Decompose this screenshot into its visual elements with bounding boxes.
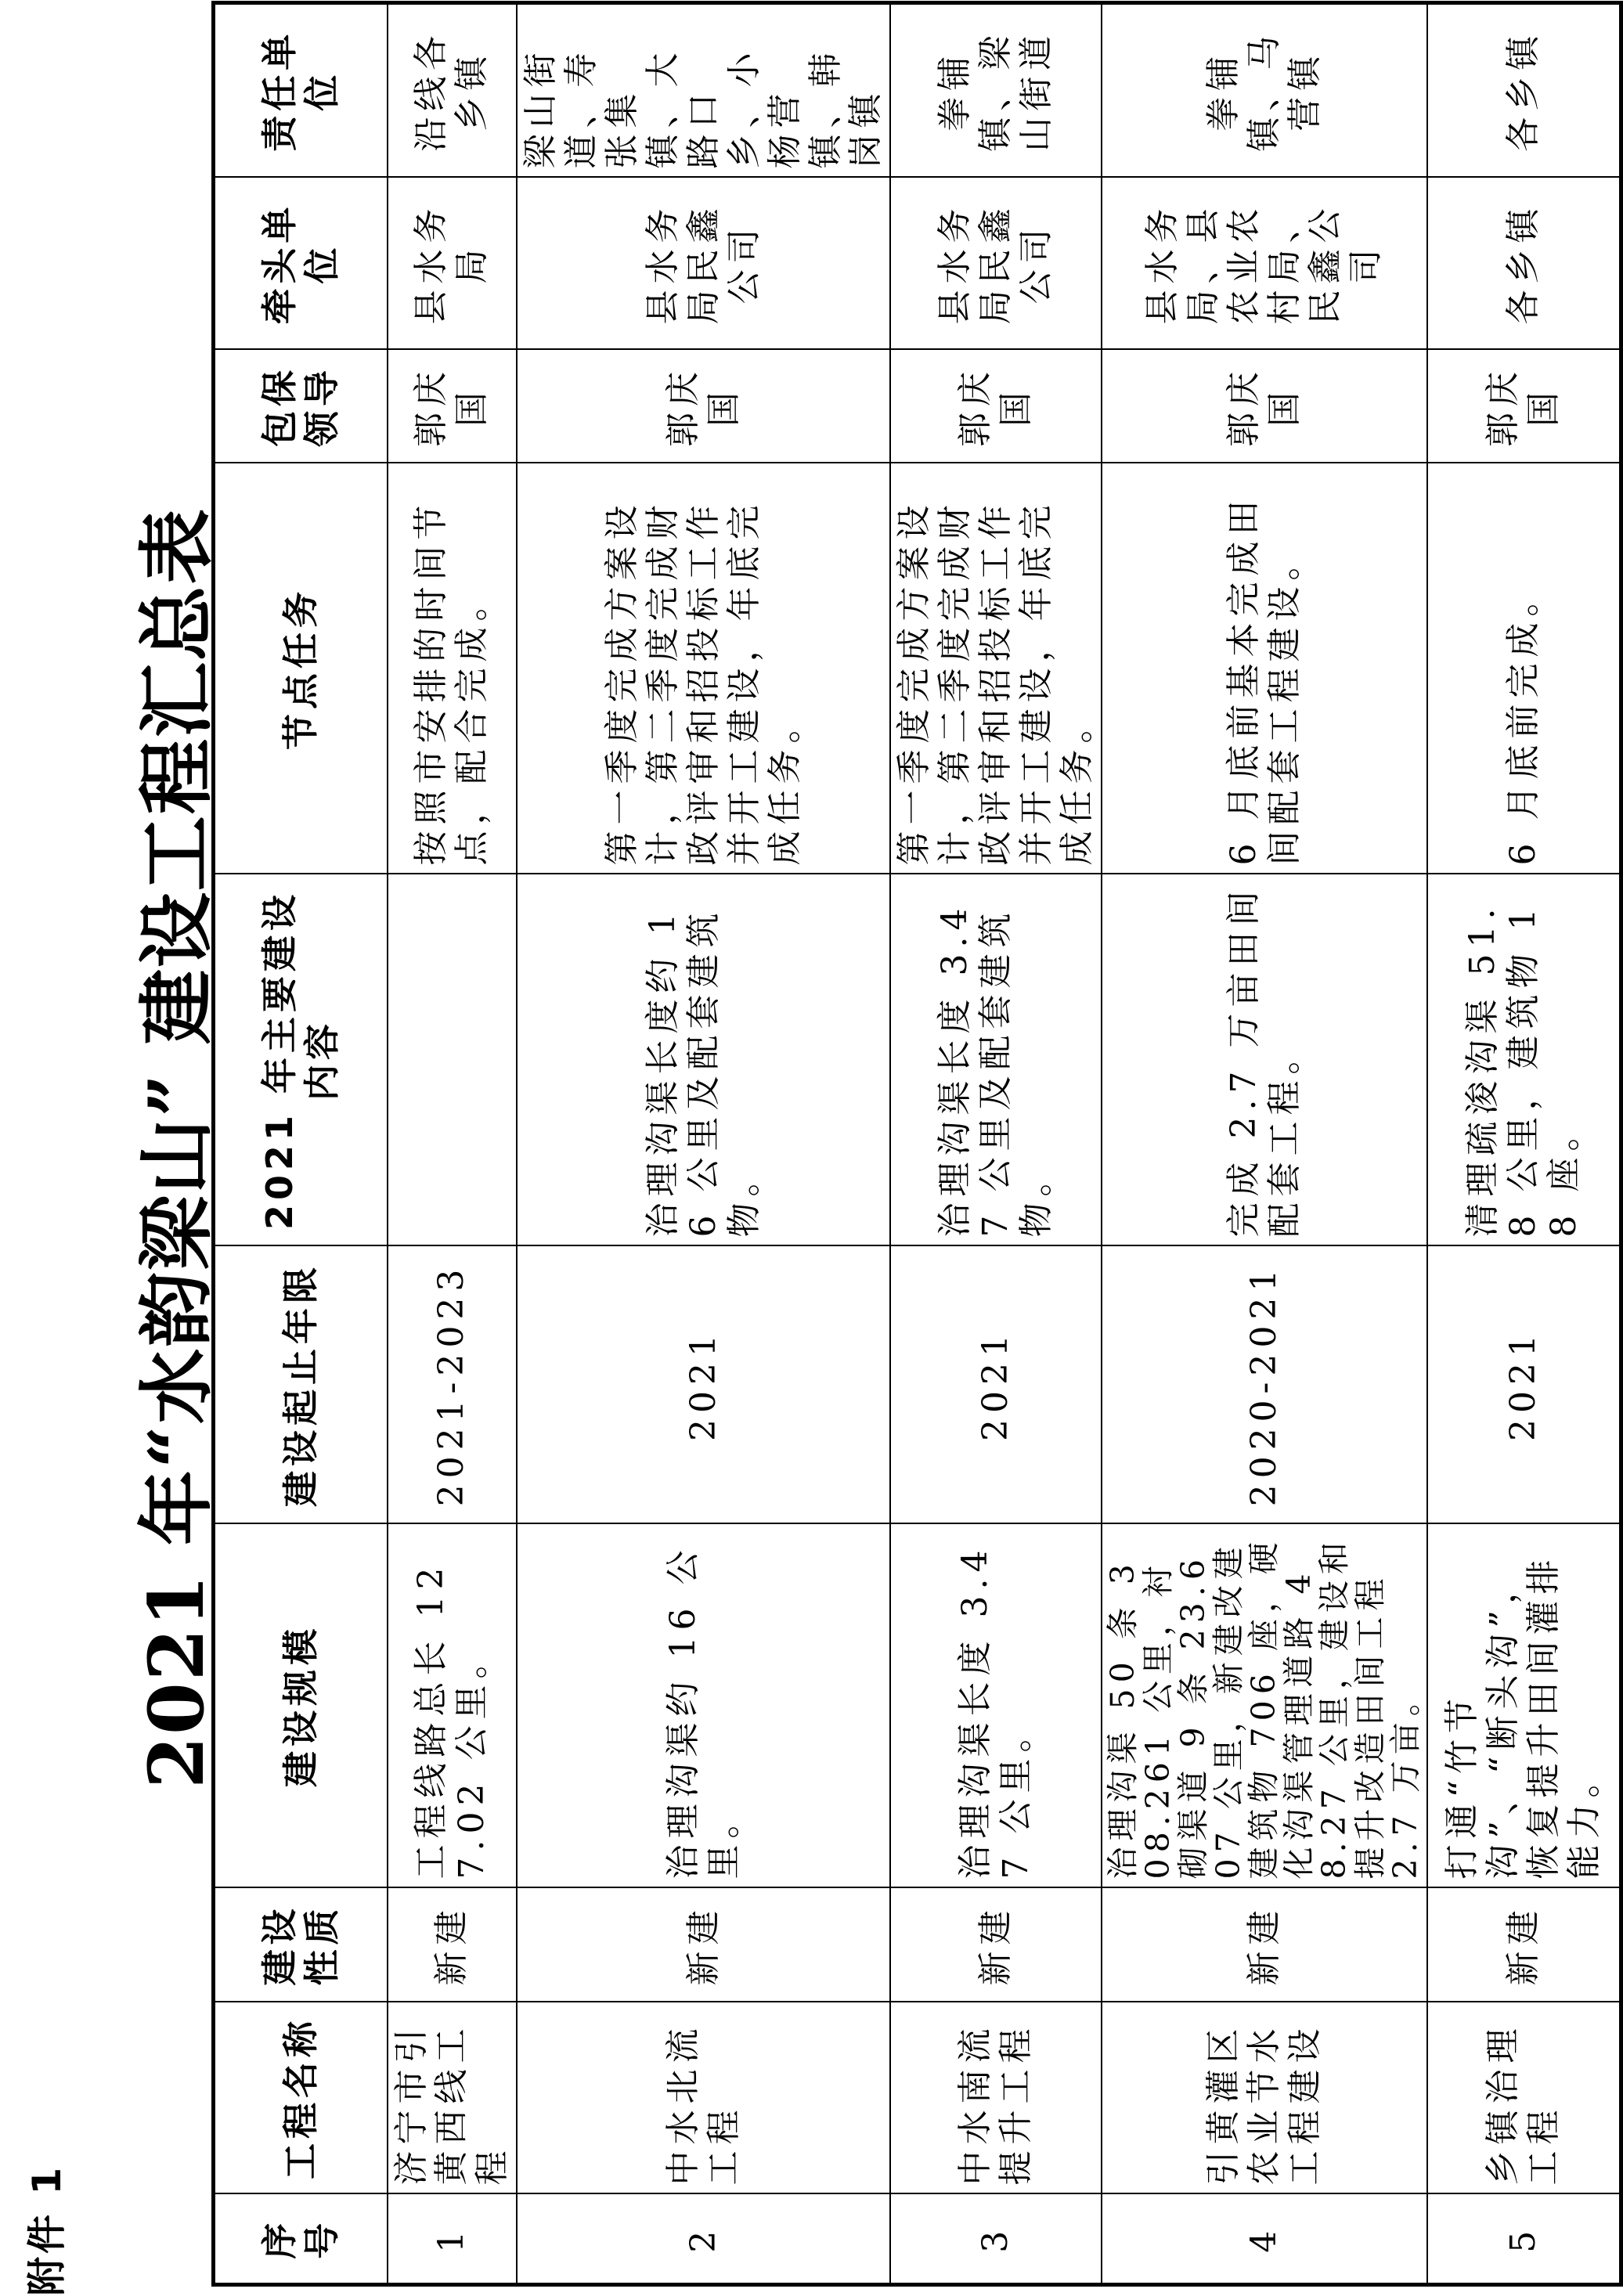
cell-task: 6 月底前基本完成田间配套工程建设。 [1102, 463, 1427, 874]
cell-scale: 打通“竹节沟”、“断头沟”，恢复提升田间灌排能力。 [1427, 1524, 1621, 1888]
header-no: 序号 [214, 2194, 388, 2285]
cell-leader: 郭庆国 [890, 350, 1102, 463]
header-lead-unit: 牵头单位 [214, 178, 388, 350]
cell-no: 4 [1102, 2194, 1427, 2285]
cell-resp-unit: 沿线各乡镇 [388, 3, 518, 178]
cell-nature: 新建 [1102, 1888, 1427, 2002]
table-row [388, 3, 518, 2285]
cell-project-name: 中水南流提升工程 [890, 2002, 1102, 2194]
header-scale: 建设规模 [214, 1524, 388, 1888]
cell-project-name: 乡镇治理工程 [1427, 2002, 1621, 2194]
cell-scale: 治理沟渠 50 条 308.261 公里，衬砌渠道 9 条 23.607 公里，新建改建建筑物 706 座，硬化沟渠管理道路 48.27 公里，建设和提升改造田间工程 2.7 万亩。 [1102, 1524, 1427, 1888]
cell-leader: 郭庆国 [1102, 350, 1427, 463]
cell-period: 2021 [1427, 1246, 1621, 1524]
cell-resp-unit: 各乡镇 [1427, 3, 1621, 178]
header-content: 2021 年主要建设内容 [214, 874, 388, 1246]
cell-scale: 治理沟渠长度 3.47 公里。 [890, 1524, 1102, 1888]
header-leader: 包保领导 [214, 350, 388, 463]
cell-resp-unit: 拳铺镇、梁山街道 [890, 3, 1102, 178]
table-row [890, 3, 1102, 2285]
cell-nature: 新建 [517, 1888, 890, 2002]
cell-scale: 工程线路总长 127.02 公里。 [388, 1524, 518, 1888]
cell-task: 6 月底前完成。 [1427, 463, 1621, 874]
table-header-row [214, 3, 388, 2285]
cell-period: 2021-2023 [388, 1246, 518, 1524]
header-project-name: 工程名称 [214, 2002, 388, 2194]
header-task: 节点任务 [214, 463, 388, 874]
cell-lead-unit: 县水务局 [388, 178, 518, 350]
header-resp-unit: 责任单位 [214, 3, 388, 178]
attachment-label: 附件 1 [24, 2164, 70, 2296]
cell-resp-unit: 梁山街道、寿张集镇、大路口乡、小杨营镇、韩岗镇 [517, 3, 890, 178]
cell-no: 3 [890, 2194, 1102, 2285]
table-row [1427, 3, 1621, 2285]
cell-nature: 新建 [1427, 1888, 1621, 2002]
cell-content [388, 874, 518, 1246]
cell-project-name: 中水北流工程 [517, 2002, 890, 2194]
cell-leader: 郭庆国 [388, 350, 518, 463]
table-row [1102, 3, 1427, 2285]
cell-content: 清理疏浚沟渠 51.8 公里，建筑物 18 座。 [1427, 874, 1621, 1246]
cell-content: 治理沟渠长度 3.47 公里及配套建筑物。 [890, 874, 1102, 1246]
cell-task: 第一季度完成方案设计，第二季度完成财政评审和招投标工作并开工建设，年底完成任务。 [890, 463, 1102, 874]
cell-task: 第一季度完成方案设计，第二季度完成财政评审和招投标工作并开工建设，年底完成任务。 [517, 463, 890, 874]
page-title: 2021 年“水韵梁山” 建设工程汇总表 [132, 507, 221, 1789]
cell-period: 2021 [517, 1246, 890, 1524]
cell-project-name: 引黄灌区农业节水工程建设 [1102, 2002, 1427, 2194]
cell-nature: 新建 [890, 1888, 1102, 2002]
summary-table [211, 1, 1623, 2287]
cell-project-name: 济宁市引黄西线工程 [388, 2002, 518, 2194]
cell-resp-unit: 拳铺镇、马营镇 [1102, 3, 1427, 178]
cell-leader: 郭庆国 [517, 350, 890, 463]
header-period: 建设起止年限 [214, 1246, 388, 1524]
table-row [517, 3, 890, 2285]
cell-no: 5 [1427, 2194, 1621, 2285]
cell-lead-unit: 县水务局、县农业农村局、民鑫公司 [1102, 178, 1427, 350]
cell-no: 1 [388, 2194, 518, 2285]
cell-lead-unit: 县水务局民鑫公司 [517, 178, 890, 350]
cell-scale: 治理沟渠约 16 公里。 [517, 1524, 890, 1888]
cell-content: 治理沟渠长度约 16 公里及配套建筑物。 [517, 874, 890, 1246]
cell-period: 2021 [890, 1246, 1102, 1524]
cell-leader: 郭庆国 [1427, 350, 1621, 463]
header-nature: 建设性质 [214, 1888, 388, 2002]
cell-no: 2 [517, 2194, 890, 2285]
cell-period: 2020-2021 [1102, 1246, 1427, 1524]
cell-task: 按照市安排的时间节点，配合完成。 [388, 463, 518, 874]
cell-lead-unit: 各乡镇 [1427, 178, 1621, 350]
cell-nature: 新建 [388, 1888, 518, 2002]
cell-content: 完成 2.7 万亩田间配套工程。 [1102, 874, 1427, 1246]
cell-lead-unit: 县水务局民鑫公司 [890, 178, 1102, 350]
